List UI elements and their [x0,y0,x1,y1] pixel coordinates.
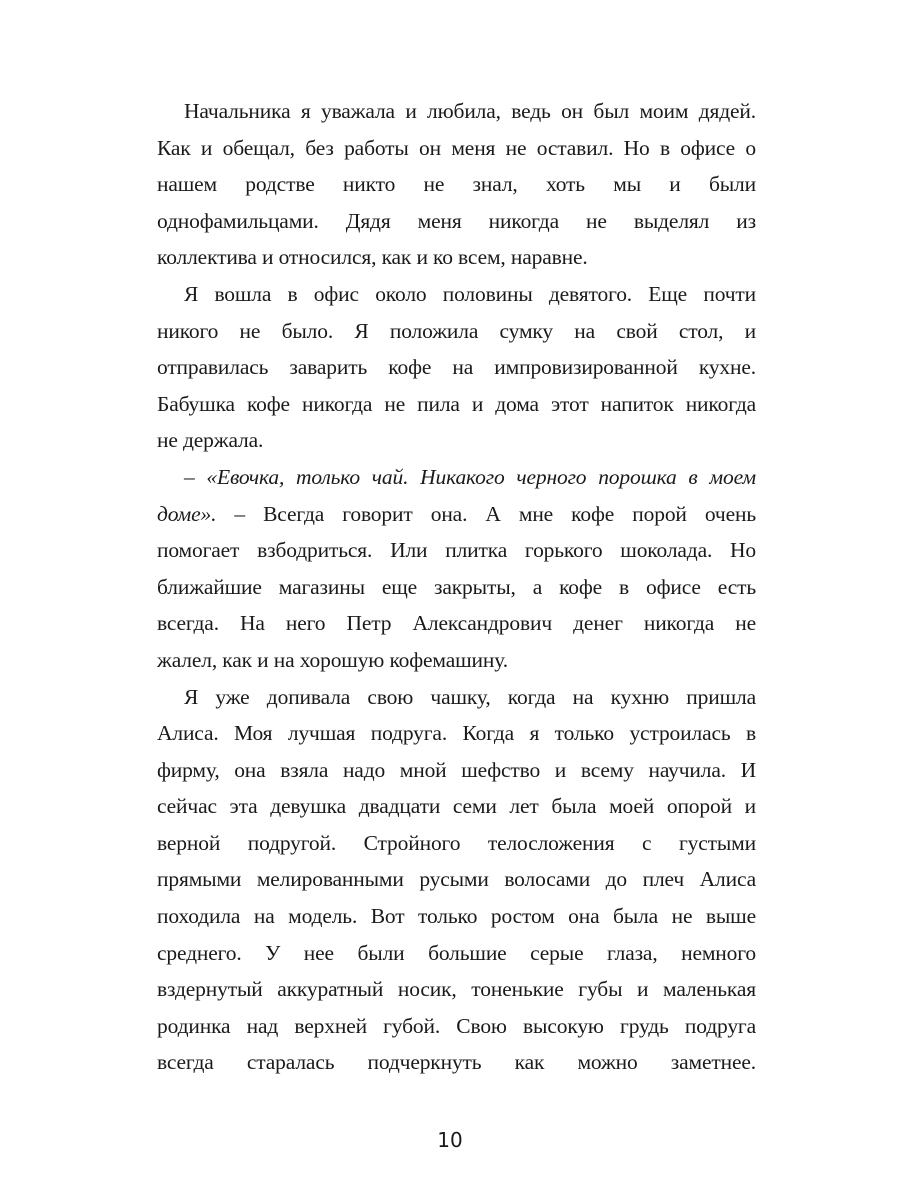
text-line: ближайшие магазины еще закрыты, а кофе в офисе есть [157,574,756,599]
quote-line [157,459,756,496]
text-line: походила на модель. Вот только ростом она была не выше [157,904,756,929]
text-line: верной подругой. Стройного телосложения с густыми [157,830,756,855]
text-line: коллектива и относился, как и ко всем, наравне. [157,245,588,270]
text-line: Я вошла в офис около половины девятого. Еще почти [184,281,756,306]
text-segment: – Всегда говорит она. А мне кофе порой очень [216,501,756,526]
text-line: Как и обещал, без работы он меня не оставил. Но в офисе о [157,135,756,160]
text-line: среднего. У нее были большие серые глаза, немного [157,940,756,965]
quote-dash: – [184,464,207,489]
text-line: прямыми мелированными русыми волосами до плеч Алиса [157,867,756,892]
text-line: родинка над верхней губой. Свою высокую грудь подруга [157,1013,756,1038]
text-line: никого не было. Я положила сумку на свой стол, и [157,318,756,343]
text-line: не держала. [157,428,264,453]
text-line: Алиса. Моя лучшая подруга. Когда я только устроилась в [157,721,756,746]
text-line: Я уже допивала свою чашку, когда на кухню пришла [184,684,756,709]
text-line: фирму, она взяла надо мной шефство и всему научила. И [157,757,756,782]
quote-line [157,496,756,533]
text-line: отправилась заварить кофе на импровизированной кухне. [157,355,756,380]
text-line: помогает взбодриться. Или плитка горького шоколада. Но [157,538,756,563]
text-line: нашем родстве никто не знал, хоть мы и были [157,172,756,197]
quote-text: «Евочка, только чай. Никакого черного порошка в моем [206,464,757,489]
text-line: Бабушка кофе никогда не пила и дома этот напиток никогда [157,391,756,416]
text-line: вздернутый аккуратный носик, тоненькие губы и маленькая [157,977,756,1002]
text-line: сейчас эта девушка двадцати семи лет была моей опорой и [157,794,756,819]
quote-text: доме». [157,501,217,526]
text-line: всегда старалась подчеркнуть как можно заметнее. [157,1050,756,1075]
text-line: всегда. На него Петр Александрович денег никогда не [157,611,756,636]
page-number: 10 [437,1128,463,1152]
text-line: жалел, как и на хорошую кофемашину. [157,647,508,672]
text-line: однофамильцами. Дядя меня никогда не выделял из [157,208,756,233]
text-line: Начальника я уважала и любила, ведь он был моим дядей. [184,99,756,123]
book-page-body [157,93,756,1081]
